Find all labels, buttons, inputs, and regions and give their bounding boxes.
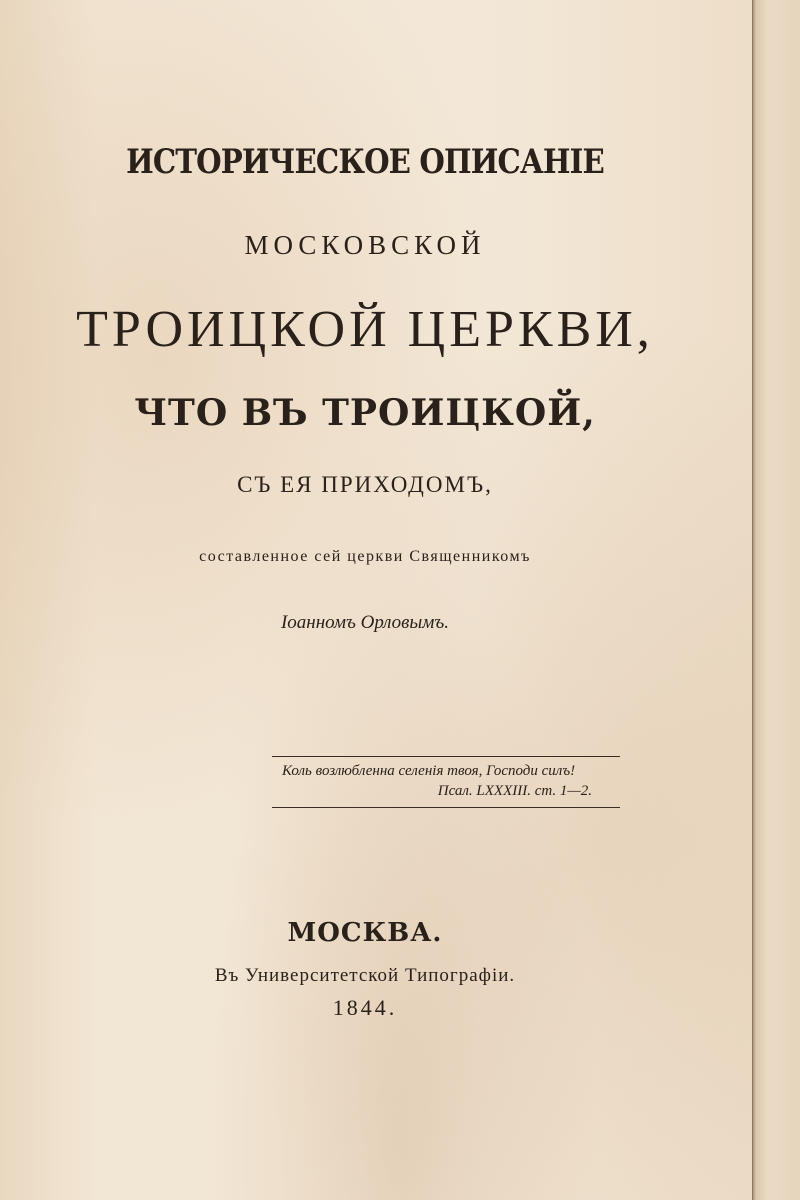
- title-line-location: ЧТО ВЪ ТРОИЦКОЙ,: [134, 392, 596, 434]
- title-line-moscow: МОСКОВСКОЙ: [244, 230, 486, 260]
- imprint-year: 1844.: [332, 995, 398, 1020]
- epigraph-citation: Псал. LXXXIII. ст. 1—2.: [437, 783, 592, 799]
- adjacent-page-edge: [752, 0, 800, 1200]
- title-heading: ИСТОРИЧЕСКОЕ ОПИСАНІЕ: [126, 142, 604, 182]
- title-line-parish: СЪ ЕЯ ПРИХОДОМЪ,: [237, 472, 493, 497]
- title-line-church: ТРОИЦКОЙ ЦЕРКВИ,: [76, 301, 654, 358]
- epigraph-quote: Коль возлюбленна селенія твоя, Господи силъ!: [282, 763, 576, 779]
- imprint-press: Въ Университетской Типографіи.: [214, 965, 516, 986]
- title-line-compiled-by: составленное сей церкви Священникомъ: [199, 548, 531, 565]
- author-name: Іоанномъ Орловымъ.: [280, 612, 450, 633]
- imprint-city: МОСКВА.: [287, 918, 443, 948]
- epigraph-box: [272, 756, 620, 808]
